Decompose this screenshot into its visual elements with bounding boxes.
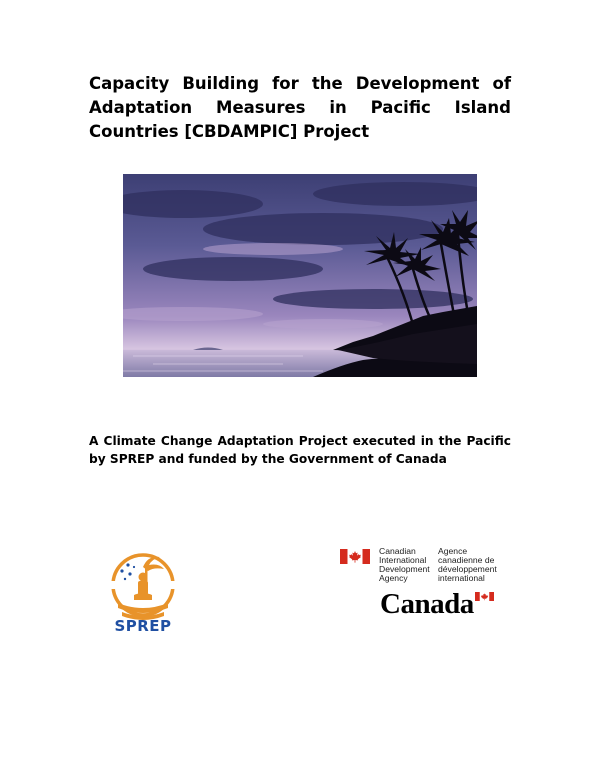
canada-wordmark: Canada (380, 588, 474, 620)
document-title: Capacity Building for the Development of Adaptation Measures in Pacific Island Countries [CBDAMPIC] Project (89, 74, 511, 141)
cida-en-line: Development (379, 564, 430, 574)
cover-photo-sunset-beach (123, 174, 477, 377)
project-description: A Climate Change Adaptation Project executed in the Pacific by SPREP and funded by the Government of Canada (89, 434, 511, 466)
sprep-wordmark: SPREP (114, 617, 172, 635)
cida-en-line: International (379, 555, 427, 565)
cida-fr-line: canadienne de (438, 555, 495, 565)
cida-en-line: Canadian (379, 546, 416, 556)
cida-fr-line: développement (438, 564, 497, 574)
cida-name-english (379, 547, 430, 583)
cida-en-line: Agency (379, 573, 408, 583)
canada-flag-icon (340, 549, 370, 564)
cida-fr-line: Agence (438, 546, 468, 556)
canada-wordmark-flag-icon (475, 592, 494, 601)
cida-fr-line: international (438, 573, 485, 583)
cida-name-french (438, 547, 497, 583)
